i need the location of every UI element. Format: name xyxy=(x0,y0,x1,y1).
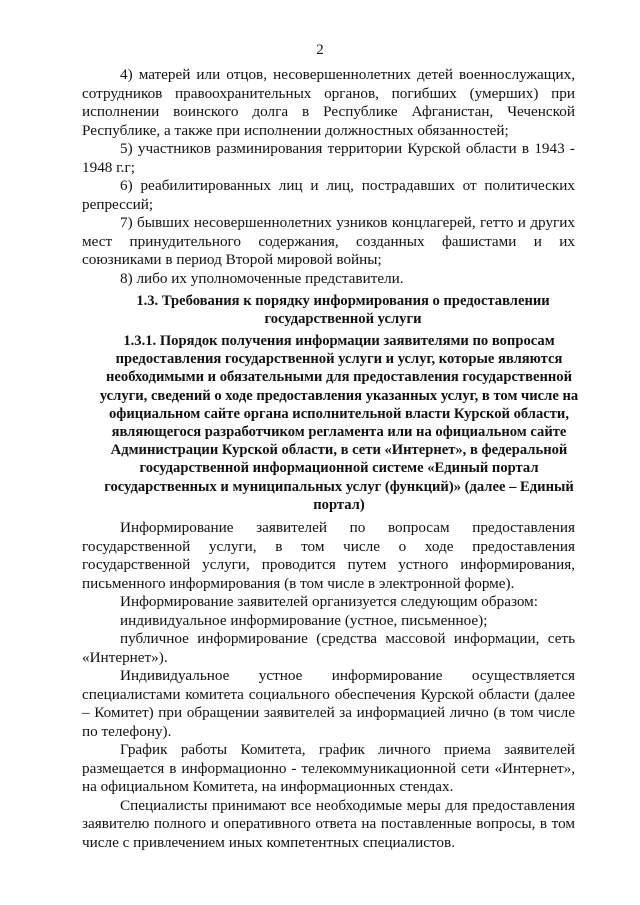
subsection-heading: 1.3.1. Порядок получения информации заявителями по вопросам предоставления государственной услуги и услуг, которые являются необходимыми и обязательными для предоставления государственной услуги, сведений о ходе предоставления указанных услуг, в том числе на официальном сайте органа исполнительной власти Курской области, являющегося разработчиком регламента или на официальном сайте Администрации Курской области, в сети «Интернет», в федеральной государственной информационной системе «Единый портал государственных и муниципальных услуг (функций)» (далее – Единый портал) xyxy=(99,333,579,513)
section-heading-block xyxy=(120,292,566,328)
list-item: 8) либо их уполномоченные представители. xyxy=(120,269,404,287)
body-paragraph: публичное информирование (средства массовой информации, сеть «Интернет»). xyxy=(82,630,575,666)
body-paragraph: Специалисты принимают все необходимые меры для предоставления заявителю полного и оперативного ответа на поставленные вопросы, в том числе с привлечением иных компетентных специалистов. xyxy=(82,796,575,851)
page-number: 2 xyxy=(316,42,324,58)
section-heading: 1.3. Требования к порядку информирования о предоставлении государственной услуги xyxy=(136,293,550,328)
list-item: 7) бывших несовершеннолетних узников концлагерей, гетто и других мест принудительного содержания, созданных фашистами и их союзниками в период Второй мировой войны; xyxy=(82,214,575,268)
list-item: 4) матерей или отцов, несовершеннолетних детей военнослужащих, сотрудников правоохранительных органов, погибших (умерших) при исполнении воинского долга в Республике Афганистан, Чеченской Республике, а также при исполнении должностных обязанностей; xyxy=(82,66,575,139)
body-paragraph: Индивидуальное устное информирование осуществляется специалистами комитета социального обеспечения Курской области (далее – Комитет) при обращении заявителей за информацией лично (в том числе по телефону). xyxy=(82,667,575,740)
list-item: 6) реабилитированных лиц и лиц, пострадавших от политических репрессий; xyxy=(82,177,575,213)
body-paragraph: График работы Комитета, график личного приема заявителей размещается в информационно - телекоммуникационной сети «Интернет», на официальном Комитета, на информационных стендах. xyxy=(82,741,575,795)
list-block xyxy=(82,66,575,288)
body-paragraph: индивидуальное информирование (устное, письменное); xyxy=(120,611,488,629)
body-block xyxy=(82,519,575,852)
body-paragraph: Информирование заявителей по вопросам предоставления государственной услуги, в том числе о ходе предоставления государственной услуги, проводится путем устного информирования, письменного информирования (в том числе в электронной форме). xyxy=(82,519,575,592)
body-paragraph: Информирование заявителей организуется следующим образом: xyxy=(120,593,539,610)
list-item: 5) участников разминирования территории Курской области в 1943 - 1948 г.г; xyxy=(82,140,575,176)
subsection-heading-block xyxy=(86,332,592,514)
